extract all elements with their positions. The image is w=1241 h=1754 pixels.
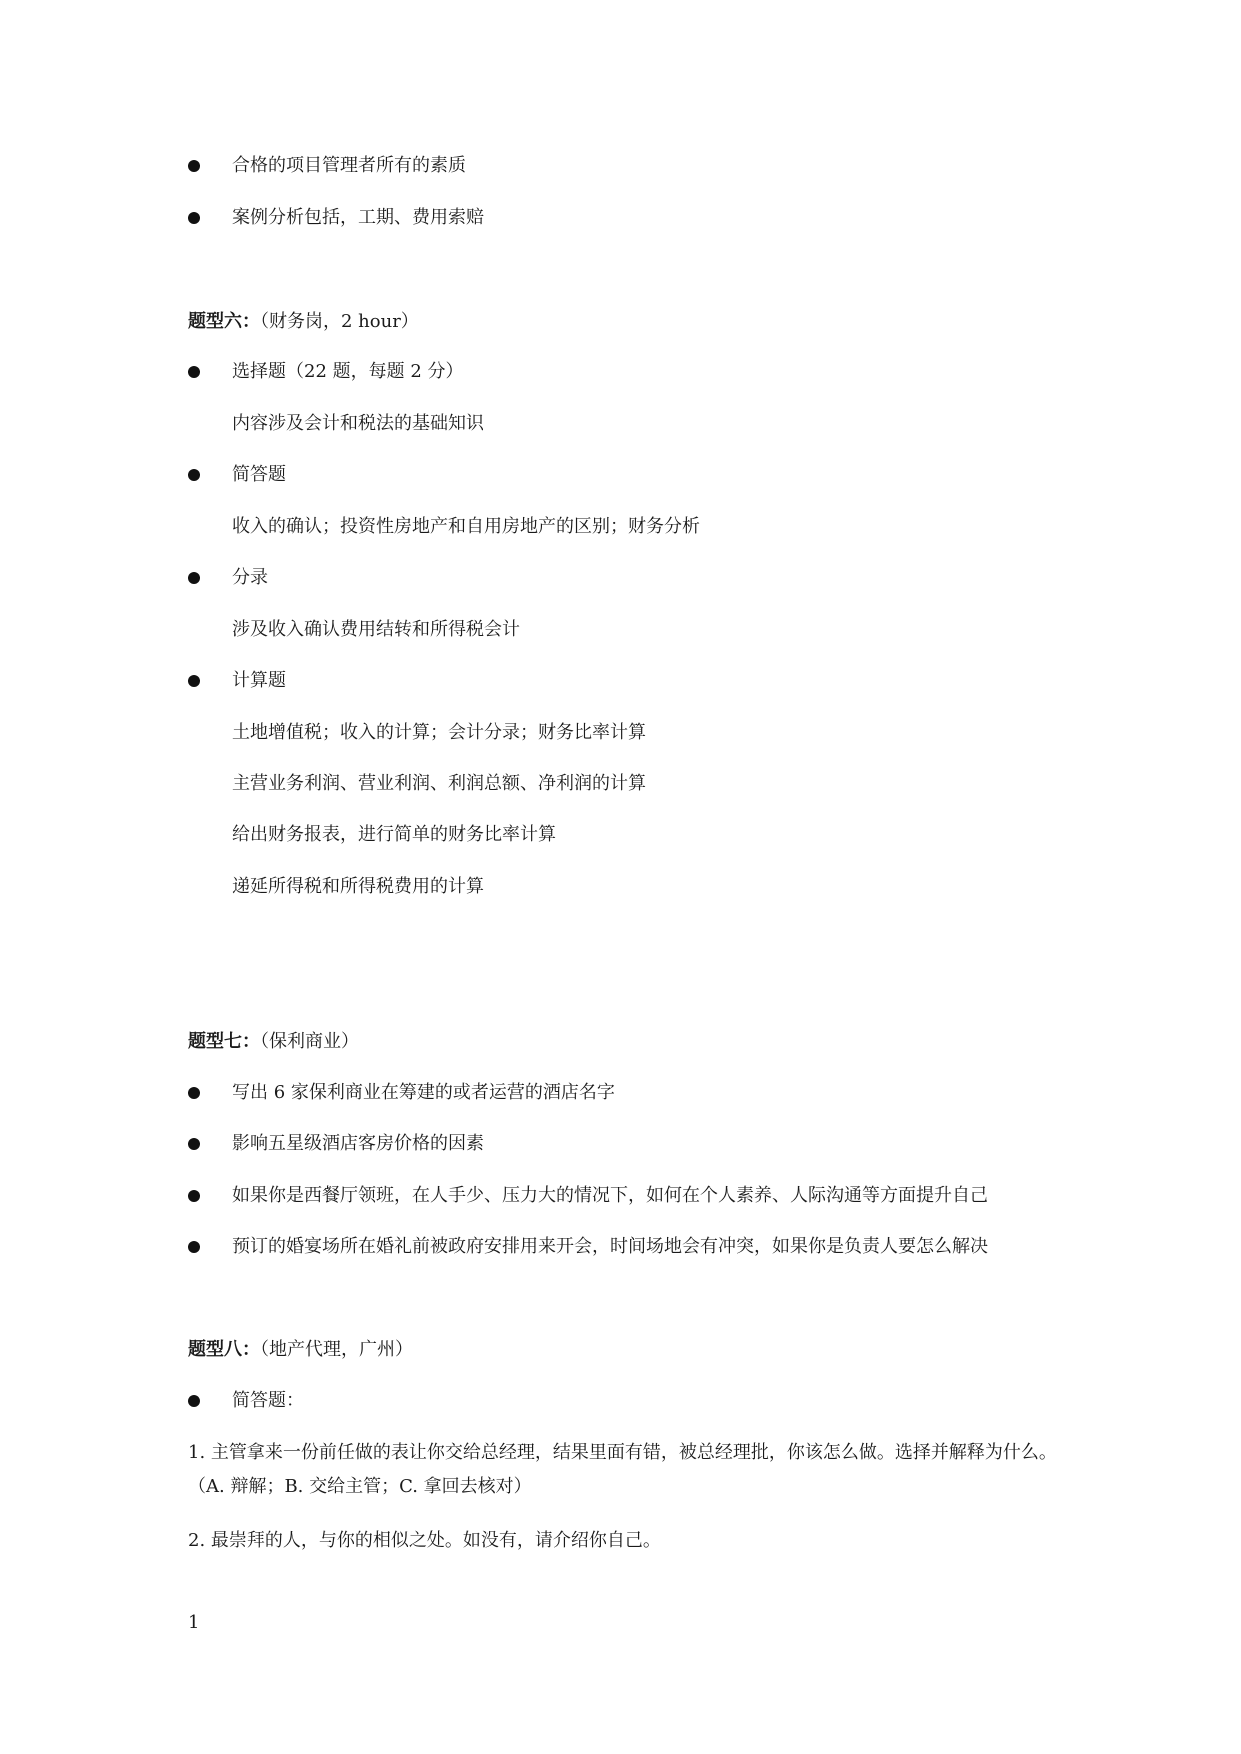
section-title: 题型八： bbox=[188, 1339, 260, 1360]
bullet-text: 计算题 bbox=[232, 670, 286, 691]
section-title: 题型六： bbox=[188, 311, 260, 332]
bullet-icon bbox=[188, 212, 200, 224]
bullet-text: 选择题（22 题，每题 2 分） bbox=[232, 361, 464, 382]
bullet-icon bbox=[188, 469, 200, 481]
bullet-icon bbox=[188, 1190, 200, 1202]
bullet-text: 简答题： bbox=[232, 1390, 304, 1411]
bullet-text: 写出 6 家保利商业在筹建的或者运营的酒店名字 bbox=[232, 1082, 615, 1103]
bullet-text: 简答题 bbox=[232, 464, 286, 485]
bullet-text: 案例分析包括，工期、费用索赔 bbox=[232, 207, 484, 228]
bullet-icon bbox=[188, 1241, 200, 1253]
bullet-text: 合格的项目管理者所有的素质 bbox=[232, 155, 466, 176]
bullet-text: 预订的婚宴场所在婚礼前被政府安排用来开会，时间场地会有冲突，如果你是负责人要怎么解决 bbox=[232, 1236, 988, 1257]
bullet-icon bbox=[188, 160, 200, 172]
bullet-text: 分录 bbox=[232, 567, 268, 588]
page-number: 1 bbox=[188, 1612, 200, 1633]
bullet-icon bbox=[188, 675, 200, 687]
document-page: 合格的项目管理者所有的素质 案例分析包括，工期、费用索赔 题型六：（财务岗，2 hour） 选择题（22 题，每题 2 分） 内容涉及会计和税法的基础知识 简答题 收入的确认；投资性房地产和自用房地产的区别；财务分析 分录 涉及收入确认费用结转和所得税会计 计算题 土地增值税；收入的计算；会计分录；财务比率计算 主营业务利润、营业利润、利润总额、净利润的计算 给出财务报表，进行简单的财务比率计算 递延所得税和所得税费用的计算 题型七：（保利商业） 写出 6 家保利商业在筹建的或者运营的酒店名字 影响五星级酒店客房价格的因素 如果你是西餐厅领班，在人手少、压力大的情况下，如何在个人素养、人际沟通等方面提升自己 预订的婚宴场所在婚礼前被政府安排用来开会，时间场地会有冲突，如果你是负责人要怎么解决 题型八：（地产代理，广州） 简答题： 1. 主管拿来一份前任做的表让你交给总经理，结果里面有错，被总经理批，你该怎么做。选择并解释为什么。（A. 辩解；B. 交给主管；C. 拿回去核对） 2. 最崇拜的人，与你的相似之处。如没有，请介绍你自己。 1 bbox=[0, 0, 1241, 1754]
bullet-icon bbox=[188, 1138, 200, 1150]
section-subtitle: （财务岗，2 hour） bbox=[260, 311, 419, 332]
question-1: 1. 主管拿来一份前任做的表让你交给总经理，结果里面有错，被总经理批，你该怎么做。选择并解释为什么。（A. 辩解；B. 交给主管；C. 拿回去核对） bbox=[188, 1442, 1057, 1497]
bullet-icon bbox=[188, 1395, 200, 1407]
bullet-icon bbox=[188, 366, 200, 378]
section-subtitle: （地产代理，广州） bbox=[260, 1339, 413, 1360]
bullet-icon bbox=[188, 572, 200, 584]
bullet-text: 如果你是西餐厅领班，在人手少、压力大的情况下，如何在个人素养、人际沟通等方面提升自己 bbox=[232, 1185, 988, 1206]
section-title: 题型七： bbox=[188, 1031, 260, 1052]
bullet-icon bbox=[188, 1087, 200, 1099]
bullet-text: 影响五星级酒店客房价格的因素 bbox=[232, 1133, 484, 1154]
section-subtitle: （保利商业） bbox=[260, 1031, 359, 1052]
